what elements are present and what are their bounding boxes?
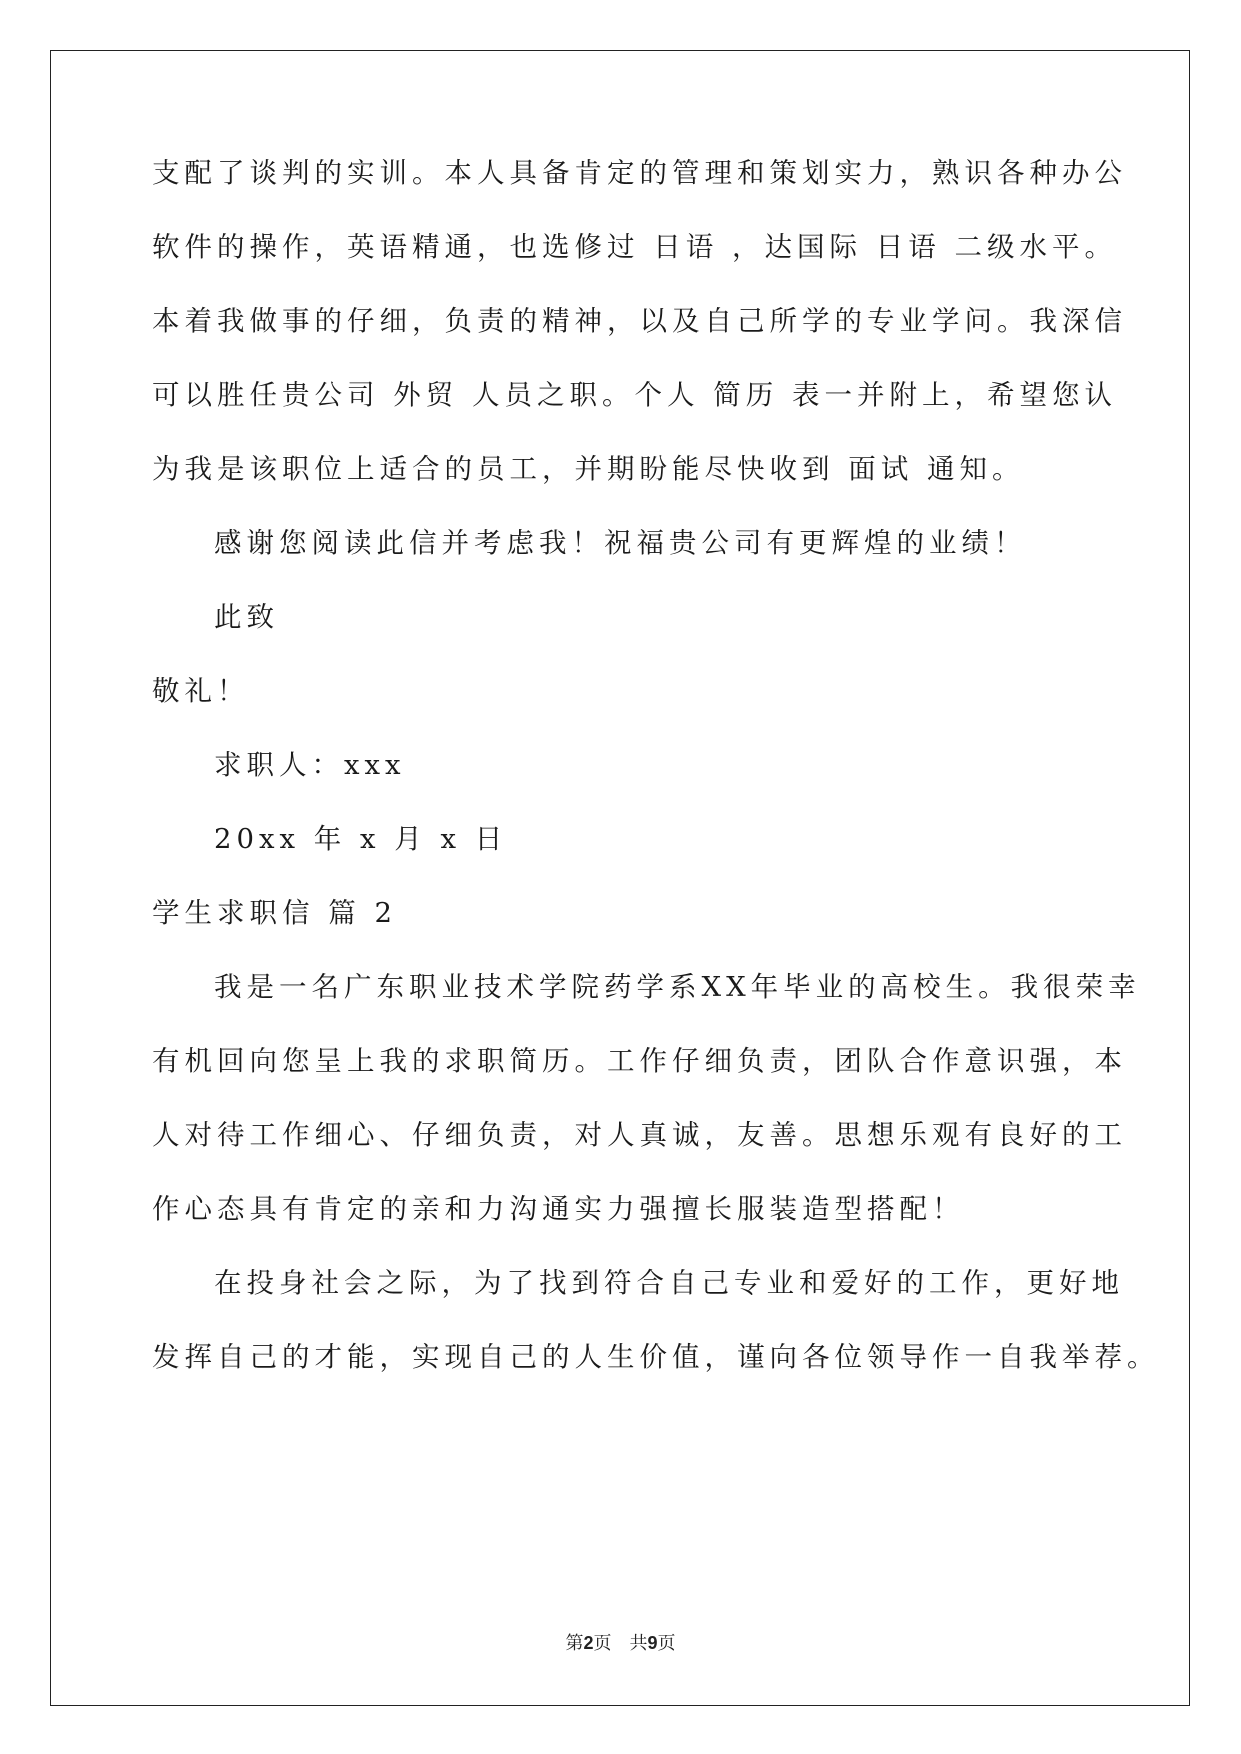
footer-prefix: 第 <box>565 1633 584 1654</box>
footer-suffix: 页 <box>657 1633 676 1654</box>
salutation-jingli: 敬礼！ <box>152 675 250 707</box>
body-line: 在投身社会之际，为了找到符合自己专业和爱好的工作，更好地 <box>214 1267 1124 1299</box>
body-line: 支配了谈判的实训。本人具备肯定的管理和策划实力，熟识各种办公 <box>152 157 1127 189</box>
section-heading: 学生求职信 篇 2 <box>152 897 397 929</box>
body-line-closing: 感谢您阅读此信并考虑我！祝福贵公司有更辉煌的业绩！ <box>214 527 1027 559</box>
page-footer <box>0 1631 1241 1656</box>
body-line: 发挥自己的才能，实现自己的人生价值，谨向各位领导作一自我举荐。 <box>152 1341 1160 1373</box>
footer-middle: 页 共 <box>593 1633 648 1654</box>
body-line: 本着我做事的仔细，负责的精神，以及自己所学的专业学问。我深信 <box>152 305 1127 337</box>
page-border <box>50 50 1190 1706</box>
body-line: 软件的操作，英语精通，也选修过 日语 ，达国际 日语 二级水平。 <box>152 231 1117 263</box>
body-line: 人对待工作细心、仔细负责，对人真诚，友善。思想乐观有良好的工 <box>152 1119 1127 1151</box>
salutation-cizhi: 此致 <box>214 601 279 633</box>
footer-total-pages: 9 <box>647 1633 658 1653</box>
body-line: 可以胜任贵公司 外贸 人员之职。个人 简历 表一并附上，希望您认 <box>152 379 1117 411</box>
body-line: 有机回向您呈上我的求职简历。工作仔细负责，团队合作意识强，本 <box>152 1045 1127 1077</box>
body-line: 作心态具有肯定的亲和力沟通实力强擅长服装造型搭配！ <box>152 1193 965 1225</box>
body-line: 我是一名广东职业技术学院药学系XX年毕业的高校生。我很荣幸 <box>214 971 1141 1003</box>
footer-current-page: 2 <box>583 1633 594 1653</box>
signature-applicant: 求职人：xxx <box>214 749 406 781</box>
signature-date: 20xx 年 x 月 x 日 <box>214 823 508 855</box>
body-line: 为我是该职位上适合的员工，并期盼能尽快收到 面试 通知。 <box>152 453 1025 485</box>
